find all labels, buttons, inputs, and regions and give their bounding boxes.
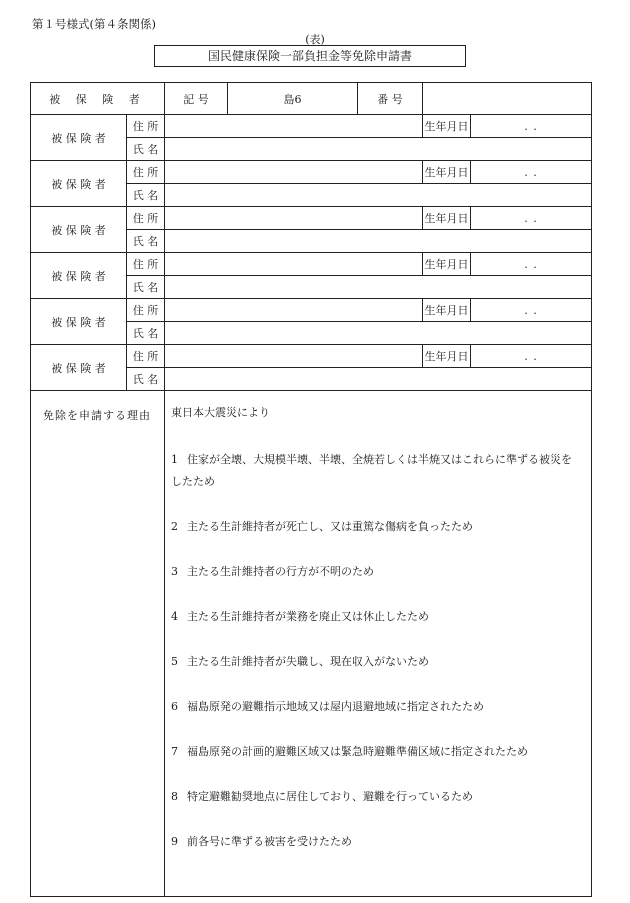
reason-item-5[interactable] [171, 651, 581, 673]
person-6-birth-label: 生年月日 [423, 345, 471, 368]
person-6-address[interactable] [165, 345, 423, 368]
person-2-address-row [31, 161, 592, 184]
reason-item-text: 主たる生計維持者の行方が不明のため [187, 565, 374, 578]
reason-item-number: 5 [171, 655, 178, 668]
person-3-address-label: 住 所 [127, 207, 165, 230]
person-1-name-label: 氏 名 [127, 138, 165, 161]
person-5-label: 被 保 険 者 [31, 299, 127, 345]
person-1-address-label: 住 所 [127, 115, 165, 138]
reason-item-number: 3 [171, 565, 178, 578]
reason-item-text: 主たる生計維持者が死亡し、又は重篤な傷病を負ったため [187, 520, 473, 533]
person-3-birth-date[interactable]: . . [471, 207, 592, 230]
reason-row [31, 391, 592, 897]
person-4-address-row [31, 253, 592, 276]
person-6-birth-date[interactable]: . . [471, 345, 592, 368]
person-4-address[interactable] [165, 253, 423, 276]
reason-item-text: 特定避難勧奨地点に居住しており、避難を行っているため [187, 790, 473, 803]
person-5-address-row [31, 299, 592, 322]
person-6-address-row [31, 345, 592, 368]
person-3-name[interactable] [165, 230, 592, 253]
reason-item-number: 8 [171, 790, 178, 803]
reason-intro: 東日本大震災により [171, 406, 270, 419]
person-6-name-label: 氏 名 [127, 368, 165, 391]
reason-item-text: 住家が全壊、大規模半壊、半壊、全焼若しくは半焼又はこれらに準ずる被災をしたため [171, 453, 572, 488]
application-table [30, 82, 592, 897]
person-2-birth-label: 生年月日 [423, 161, 471, 184]
header-row [31, 83, 592, 115]
form-title: 国民健康保険一部負担金等免除申請書 [154, 45, 466, 67]
reason-item-text: 福島原発の計画的避難区域又は緊急時避難準備区域に指定されたため [187, 745, 528, 758]
person-1-birth-label: 生年月日 [423, 115, 471, 138]
person-6-name[interactable] [165, 368, 592, 391]
person-5-address-label: 住 所 [127, 299, 165, 322]
reason-item-number: 2 [171, 520, 178, 533]
reason-item-1[interactable] [171, 449, 581, 493]
person-1-birth-date[interactable]: . . [471, 115, 592, 138]
person-4-label: 被 保 険 者 [31, 253, 127, 299]
person-6-label: 被 保 険 者 [31, 345, 127, 391]
reason-item-text: 主たる生計維持者が業務を廃止又は休止したため [187, 610, 429, 623]
number-label: 番 号 [358, 83, 423, 115]
person-4-birth-date[interactable]: . . [471, 253, 592, 276]
reason-content [165, 391, 592, 897]
person-5-name[interactable] [165, 322, 592, 345]
person-3-birth-label: 生年月日 [423, 207, 471, 230]
reason-item-4[interactable] [171, 606, 581, 628]
person-5-birth-label: 生年月日 [423, 299, 471, 322]
person-5-name-label: 氏 名 [127, 322, 165, 345]
person-1-name[interactable] [165, 138, 592, 161]
person-6-address-label: 住 所 [127, 345, 165, 368]
person-2-name-label: 氏 名 [127, 184, 165, 207]
reason-item-number: 6 [171, 700, 178, 713]
reason-item-text: 福島原発の避難指示地域又は屋内退避地域に指定されたため [187, 700, 484, 713]
person-3-label: 被 保 険 者 [31, 207, 127, 253]
person-3-address[interactable] [165, 207, 423, 230]
number-value[interactable] [423, 83, 592, 115]
person-5-birth-date[interactable]: . . [471, 299, 592, 322]
person-2-address[interactable] [165, 161, 423, 184]
reason-item-3[interactable] [171, 561, 581, 583]
symbol-label: 記 号 [165, 83, 228, 115]
person-2-birth-date[interactable]: . . [471, 161, 592, 184]
person-4-name-label: 氏 名 [127, 276, 165, 299]
symbol-value[interactable]: 島6 [228, 83, 358, 115]
insured-label: 被 保 険 者 [31, 83, 165, 115]
person-2-name[interactable] [165, 184, 592, 207]
side-label: (表) [305, 33, 325, 46]
person-4-birth-label: 生年月日 [423, 253, 471, 276]
reason-item-number: 7 [171, 745, 178, 758]
reason-item-text: 前各号に準ずる被害を受けたため [187, 835, 352, 848]
person-1-address[interactable] [165, 115, 423, 138]
person-3-address-row [31, 207, 592, 230]
person-2-label: 被 保 険 者 [31, 161, 127, 207]
person-4-address-label: 住 所 [127, 253, 165, 276]
reason-item-7[interactable] [171, 741, 581, 763]
reason-item-number: 1 [171, 453, 178, 466]
reason-item-number: 4 [171, 610, 178, 623]
person-3-name-label: 氏 名 [127, 230, 165, 253]
person-1-address-row [31, 115, 592, 138]
reason-item-8[interactable] [171, 786, 581, 808]
reason-label: 免除を申請する理由 [31, 391, 165, 897]
person-5-address[interactable] [165, 299, 423, 322]
person-4-name[interactable] [165, 276, 592, 299]
reason-item-9[interactable] [171, 831, 581, 853]
reason-item-2[interactable] [171, 516, 581, 538]
reason-item-number: 9 [171, 835, 178, 848]
reason-item-text: 主たる生計維持者が失職し、現在収入がないため [187, 655, 429, 668]
person-2-address-label: 住 所 [127, 161, 165, 184]
reason-item-6[interactable] [171, 696, 581, 718]
person-1-label: 被 保 険 者 [31, 115, 127, 161]
form-number: 第１号様式(第４条関係) [32, 17, 156, 31]
